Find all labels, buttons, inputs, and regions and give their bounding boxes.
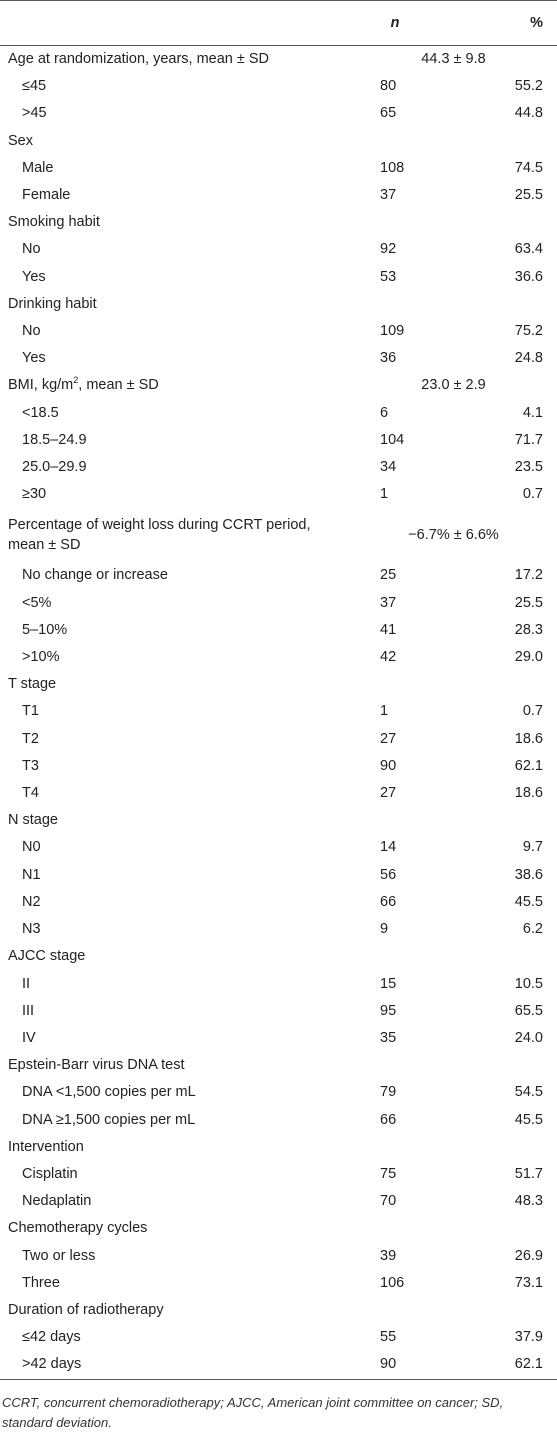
label-text: T4 bbox=[22, 785, 39, 802]
percent-cell bbox=[440, 1215, 557, 1242]
label-text: N stage bbox=[8, 812, 58, 829]
count-cell: 79 bbox=[380, 1084, 397, 1101]
count-cell: 1 bbox=[380, 703, 389, 720]
row-sublabel bbox=[0, 834, 350, 861]
label-text: DNA <1,500 copies per mL bbox=[22, 1084, 196, 1101]
table-row bbox=[0, 780, 557, 807]
table-row bbox=[0, 562, 557, 589]
percent-cell: 55.2 bbox=[514, 78, 543, 95]
label-text: IV bbox=[22, 1029, 36, 1046]
table-row bbox=[0, 291, 557, 318]
count-cell: 56 bbox=[380, 866, 397, 883]
row-label bbox=[0, 1052, 350, 1079]
label-text: No change or increase bbox=[22, 567, 168, 584]
table-row bbox=[0, 345, 557, 372]
row-sublabel bbox=[0, 1025, 350, 1052]
count-cell: 39 bbox=[380, 1247, 397, 1264]
percent-cell: 48.3 bbox=[514, 1193, 543, 1210]
percent-cell: 45.5 bbox=[514, 893, 543, 910]
row-sublabel bbox=[0, 236, 350, 263]
row-sublabel bbox=[0, 1188, 350, 1215]
label-text: >45 bbox=[22, 105, 47, 122]
count-cell: 106 bbox=[380, 1274, 405, 1291]
row-sublabel bbox=[0, 1351, 350, 1379]
count-cell: 90 bbox=[380, 757, 397, 774]
label-text: N1 bbox=[22, 866, 41, 883]
count-cell bbox=[350, 943, 440, 970]
percent-cell: 26.9 bbox=[514, 1247, 543, 1264]
row-sublabel bbox=[0, 481, 350, 508]
label-text: T2 bbox=[22, 730, 39, 747]
row-sublabel bbox=[0, 998, 350, 1025]
table-header bbox=[0, 1, 557, 46]
label-text: Cisplatin bbox=[22, 1165, 78, 1182]
table-row bbox=[0, 155, 557, 182]
label-text: 5–10% bbox=[22, 621, 68, 638]
label-text: Female bbox=[22, 187, 71, 204]
label-text: 25.0–29.9 bbox=[22, 459, 87, 476]
percent-cell bbox=[440, 1297, 557, 1324]
label-text: T3 bbox=[22, 757, 39, 774]
count-cell bbox=[350, 1297, 440, 1324]
count-cell: 14 bbox=[380, 839, 397, 856]
row-sublabel bbox=[0, 454, 350, 481]
label-text: Two or less bbox=[22, 1247, 96, 1264]
percent-cell: 18.6 bbox=[514, 730, 543, 747]
table-row bbox=[0, 671, 557, 698]
row-label bbox=[0, 46, 350, 74]
count-cell: 70 bbox=[380, 1193, 397, 1210]
percent-cell bbox=[440, 943, 557, 970]
count-cell: 66 bbox=[380, 893, 397, 910]
label-text: Three bbox=[22, 1274, 60, 1291]
row-sublabel bbox=[0, 1107, 350, 1134]
table-row bbox=[0, 372, 557, 399]
count-cell: 109 bbox=[380, 323, 405, 340]
percent-cell: 36.6 bbox=[514, 268, 543, 285]
table-row bbox=[0, 236, 557, 263]
label-text: Duration of radiotherapy bbox=[8, 1301, 164, 1318]
table-row bbox=[0, 128, 557, 155]
table-row bbox=[0, 1324, 557, 1351]
count-cell: 1 bbox=[380, 486, 389, 503]
row-sublabel bbox=[0, 1161, 350, 1188]
label-text: T1 bbox=[22, 703, 39, 720]
table-row bbox=[0, 427, 557, 454]
table-row bbox=[0, 1107, 557, 1134]
label-text: Yes bbox=[22, 268, 46, 285]
percent-cell: 18.6 bbox=[514, 785, 543, 802]
row-label bbox=[0, 128, 350, 155]
percent-cell: 29.0 bbox=[514, 649, 543, 666]
count-cell: 34 bbox=[380, 459, 397, 476]
summary-value: 23.0 ± 2.9 bbox=[421, 377, 486, 394]
count-cell: 104 bbox=[380, 431, 405, 448]
percent-cell: 75.2 bbox=[514, 323, 543, 340]
label-text: <18.5 bbox=[22, 404, 59, 421]
table-row bbox=[0, 182, 557, 209]
label-text: N0 bbox=[22, 839, 41, 856]
table-row bbox=[0, 698, 557, 725]
row-sublabel bbox=[0, 155, 350, 182]
row-label bbox=[0, 671, 350, 698]
row-sublabel bbox=[0, 971, 350, 998]
row-label bbox=[0, 209, 350, 236]
label-superscript: 2 bbox=[73, 375, 79, 386]
percent-cell: 23.5 bbox=[514, 459, 543, 476]
row-label bbox=[0, 372, 350, 399]
label-text: ≤45 bbox=[22, 78, 47, 95]
row-sublabel bbox=[0, 1243, 350, 1270]
label-text: Age at randomization, years, mean ± SD bbox=[8, 51, 270, 67]
label-text: ≥30 bbox=[22, 486, 47, 503]
count-cell: 80 bbox=[380, 78, 397, 95]
count-cell: 53 bbox=[380, 268, 397, 285]
row-label bbox=[0, 291, 350, 318]
count-cell bbox=[350, 209, 440, 236]
table-row bbox=[0, 916, 557, 943]
label-text: Chemotherapy cycles bbox=[8, 1220, 148, 1237]
row-label bbox=[0, 1215, 350, 1242]
count-cell: 36 bbox=[380, 350, 397, 367]
row-label bbox=[0, 807, 350, 834]
count-cell: 37 bbox=[380, 594, 397, 611]
row-sublabel bbox=[0, 562, 350, 589]
count-cell: 95 bbox=[380, 1002, 397, 1019]
row-sublabel bbox=[0, 617, 350, 644]
percent-cell: 51.7 bbox=[514, 1165, 543, 1182]
label-text: Yes bbox=[22, 350, 46, 367]
row-sublabel bbox=[0, 1324, 350, 1351]
count-cell: 55 bbox=[380, 1329, 397, 1346]
percent-cell: 25.5 bbox=[514, 187, 543, 204]
count-cell bbox=[350, 671, 440, 698]
row-sublabel bbox=[0, 182, 350, 209]
table-footnote: CCRT, concurrent chemoradiotherapy; AJCC, American joint committee on cancer; SD, standard deviation. bbox=[2, 1395, 504, 1430]
label-text: BMI, kg/m bbox=[8, 377, 74, 394]
table-row bbox=[0, 971, 557, 998]
table-row bbox=[0, 1351, 557, 1379]
count-cell bbox=[350, 291, 440, 318]
label-text: Sex bbox=[8, 132, 33, 149]
row-sublabel bbox=[0, 318, 350, 345]
table-row bbox=[0, 726, 557, 753]
percent-cell: 44.8 bbox=[514, 105, 543, 122]
table-row bbox=[0, 889, 557, 916]
label-text: III bbox=[22, 1002, 35, 1019]
percent-cell: 54.5 bbox=[514, 1084, 543, 1101]
row-label bbox=[0, 943, 350, 970]
summary-value: 44.3 ± 9.8 bbox=[421, 51, 486, 67]
table-row bbox=[0, 834, 557, 861]
row-sublabel bbox=[0, 780, 350, 807]
table-row bbox=[0, 318, 557, 345]
table-row bbox=[0, 1188, 557, 1215]
percent-cell bbox=[440, 807, 557, 834]
row-sublabel bbox=[0, 100, 350, 127]
label-text: <5% bbox=[22, 594, 52, 611]
percent-cell: 24.0 bbox=[514, 1029, 543, 1046]
row-label bbox=[0, 508, 350, 562]
percent-cell bbox=[440, 671, 557, 698]
count-cell: 15 bbox=[380, 975, 397, 992]
table-row bbox=[0, 1025, 557, 1052]
count-cell: 65 bbox=[380, 105, 397, 122]
count-cell: 37 bbox=[380, 187, 397, 204]
count-cell: 35 bbox=[380, 1029, 397, 1046]
table-row bbox=[0, 1270, 557, 1297]
label-text: N2 bbox=[22, 893, 41, 910]
percent-cell: 9.7 bbox=[522, 839, 543, 856]
label-text: Smoking habit bbox=[8, 214, 100, 231]
label-text: Percentage of weight loss during CCRT period, mean ± SD bbox=[8, 517, 311, 554]
row-sublabel bbox=[0, 590, 350, 617]
percent-cell: 4.1 bbox=[522, 404, 543, 421]
label-text: Epstein-Barr virus DNA test bbox=[8, 1057, 185, 1074]
row-label bbox=[0, 1297, 350, 1324]
count-cell bbox=[350, 1215, 440, 1242]
label-text: 18.5–24.9 bbox=[22, 431, 87, 448]
percent-cell: 37.9 bbox=[514, 1329, 543, 1346]
label-text: No bbox=[22, 323, 41, 340]
table-row bbox=[0, 1243, 557, 1270]
count-cell: 25 bbox=[380, 567, 397, 584]
table-row bbox=[0, 590, 557, 617]
label-text: Nedaplatin bbox=[22, 1193, 92, 1210]
header-n: n bbox=[390, 15, 400, 31]
count-cell bbox=[350, 128, 440, 155]
table-row bbox=[0, 1052, 557, 1079]
table-row bbox=[0, 100, 557, 127]
table-row bbox=[0, 807, 557, 834]
table-row bbox=[0, 481, 557, 508]
table-row bbox=[0, 862, 557, 889]
table-row bbox=[0, 753, 557, 780]
percent-cell: 17.2 bbox=[514, 567, 543, 584]
percent-cell bbox=[440, 209, 557, 236]
count-cell: 27 bbox=[380, 785, 397, 802]
label-text: ≤42 days bbox=[22, 1329, 81, 1346]
label-tail: , mean ± SD bbox=[78, 377, 159, 394]
percent-cell: 63.4 bbox=[514, 241, 543, 258]
table-row bbox=[0, 73, 557, 100]
table-row bbox=[0, 46, 557, 74]
percent-cell: 6.2 bbox=[522, 921, 543, 938]
table-row bbox=[0, 1161, 557, 1188]
table-row bbox=[0, 400, 557, 427]
header-blank bbox=[0, 1, 350, 46]
count-cell: 90 bbox=[380, 1356, 397, 1373]
percent-cell: 0.7 bbox=[522, 486, 543, 503]
table-row bbox=[0, 1215, 557, 1242]
row-sublabel bbox=[0, 862, 350, 889]
percent-cell: 10.5 bbox=[514, 975, 543, 992]
percent-cell bbox=[440, 291, 557, 318]
table-row bbox=[0, 943, 557, 970]
table-row bbox=[0, 454, 557, 481]
row-sublabel bbox=[0, 264, 350, 291]
count-cell: 108 bbox=[380, 159, 405, 176]
table-row bbox=[0, 998, 557, 1025]
row-sublabel bbox=[0, 916, 350, 943]
table-row bbox=[0, 617, 557, 644]
table-row bbox=[0, 644, 557, 671]
percent-cell: 38.6 bbox=[514, 866, 543, 883]
percent-cell: 65.5 bbox=[514, 1002, 543, 1019]
count-cell: 42 bbox=[380, 649, 397, 666]
row-label bbox=[0, 1134, 350, 1161]
table-row bbox=[0, 264, 557, 291]
row-sublabel bbox=[0, 1079, 350, 1106]
header-percent: % bbox=[530, 15, 543, 31]
label-text: >10% bbox=[22, 649, 60, 666]
label-text: AJCC stage bbox=[8, 948, 86, 965]
percent-cell: 73.1 bbox=[514, 1274, 543, 1291]
row-sublabel bbox=[0, 427, 350, 454]
label-text: Male bbox=[22, 159, 54, 176]
table-row bbox=[0, 1297, 557, 1324]
count-cell bbox=[350, 1052, 440, 1079]
count-cell: 66 bbox=[380, 1111, 397, 1128]
count-cell: 75 bbox=[380, 1165, 397, 1182]
percent-cell: 25.5 bbox=[514, 594, 543, 611]
percent-cell: 0.7 bbox=[522, 703, 543, 720]
percent-cell: 45.5 bbox=[514, 1111, 543, 1128]
row-sublabel bbox=[0, 644, 350, 671]
percent-cell bbox=[440, 128, 557, 155]
label-text: Intervention bbox=[8, 1138, 84, 1155]
percent-cell: 62.1 bbox=[514, 757, 543, 774]
row-sublabel bbox=[0, 400, 350, 427]
label-text: DNA ≥1,500 copies per mL bbox=[22, 1111, 196, 1128]
percent-cell: 24.8 bbox=[514, 350, 543, 367]
percent-cell: 28.3 bbox=[514, 621, 543, 638]
label-text: Drinking habit bbox=[8, 295, 97, 312]
row-sublabel bbox=[0, 889, 350, 916]
count-cell bbox=[350, 807, 440, 834]
row-sublabel bbox=[0, 753, 350, 780]
row-sublabel bbox=[0, 726, 350, 753]
label-text: >42 days bbox=[22, 1356, 82, 1373]
count-cell: 92 bbox=[380, 241, 397, 258]
row-sublabel bbox=[0, 1270, 350, 1297]
percent-cell: 74.5 bbox=[514, 159, 543, 176]
percent-cell: 71.7 bbox=[514, 431, 543, 448]
count-cell: 41 bbox=[380, 621, 397, 638]
row-sublabel bbox=[0, 345, 350, 372]
percent-cell: 62.1 bbox=[514, 1356, 543, 1373]
label-text: No bbox=[22, 241, 41, 258]
count-cell: 27 bbox=[380, 730, 397, 747]
row-sublabel bbox=[0, 73, 350, 100]
percent-cell bbox=[440, 1134, 557, 1161]
label-text: II bbox=[22, 975, 31, 992]
percent-cell bbox=[440, 1052, 557, 1079]
table-row bbox=[0, 508, 557, 562]
label-text: T stage bbox=[8, 676, 57, 693]
count-cell: 9 bbox=[380, 921, 389, 938]
table-row bbox=[0, 1134, 557, 1161]
count-cell: 6 bbox=[380, 404, 389, 421]
table-row bbox=[0, 209, 557, 236]
row-sublabel bbox=[0, 698, 350, 725]
summary-value: −6.7% ± 6.6% bbox=[408, 527, 499, 544]
label-text: N3 bbox=[22, 921, 41, 938]
table-row bbox=[0, 1079, 557, 1106]
count-cell bbox=[350, 1134, 440, 1161]
table-body bbox=[0, 46, 557, 1380]
